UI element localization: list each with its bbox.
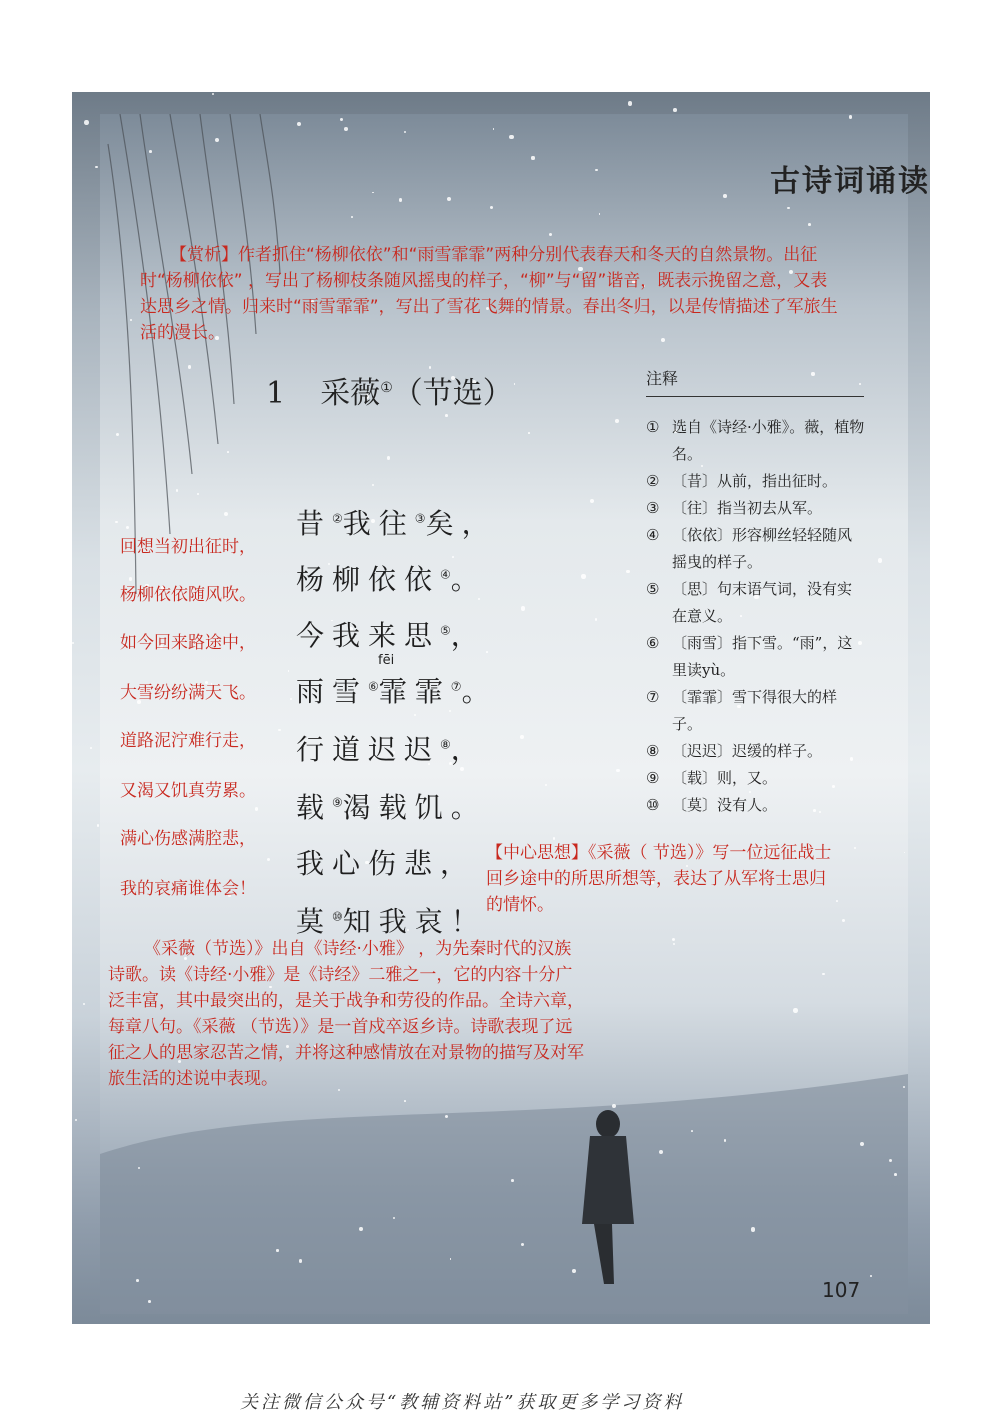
snowflake (808, 223, 811, 226)
snowflake (531, 156, 534, 159)
snowflake (95, 166, 97, 168)
poem-summary: 《采薇（节选）》出自《诗经·小雅》 ，为先秦时代的汉族诗歌。读《诗经·小雅》是《诗经》二雅之一，它的内容十分广泛丰富，其中最突出的，是关于战争和劳役的作品。全诗六章，每章八句。《采薇 （节选）》是一首戍卒返乡诗。诗歌表现了远征之人的思家忍苦之情，并将这种感情放在对景物的描写及对军旅生活的述说中表现。 (108, 939, 584, 1089)
snowflake (227, 451, 229, 453)
snowflake (215, 138, 219, 142)
note-mark: ④ (440, 567, 451, 582)
poem-text: 行道迟迟 (296, 733, 441, 766)
poem-text: 渴载饥。 (342, 791, 487, 824)
snowflake (176, 489, 178, 491)
snowflake (723, 194, 727, 198)
snowflake (449, 710, 451, 712)
snowflake (673, 108, 677, 112)
snowflake (478, 598, 480, 600)
snowflake (83, 1003, 85, 1005)
snowflake (849, 115, 852, 118)
poem-text: 。 (450, 563, 487, 596)
note-number: ④ (646, 526, 660, 544)
note-text: 〔雨雪〕指下雪。“雨”，这里读yù。 (672, 634, 853, 679)
note-mark: ⑥ (368, 679, 379, 694)
note-number: ① (646, 418, 660, 436)
note-text: 选自《诗经·小雅》。薇，植物名。 (672, 418, 865, 463)
snowflake (404, 131, 406, 133)
translation-line: 我的哀痛谁体会！ (120, 879, 256, 899)
snowflake (599, 213, 601, 215)
poem-line (296, 614, 487, 654)
snowflake (84, 120, 88, 124)
note-number: ⑧ (646, 742, 660, 760)
poem-subtitle: （节选） (392, 376, 513, 411)
snowflake (787, 207, 790, 210)
snowflake (399, 198, 402, 201)
snowflake (894, 1173, 897, 1176)
snowflake (136, 1279, 139, 1282)
snowflake (75, 1119, 77, 1121)
snowflake (793, 1008, 797, 1012)
poem-text: 杨柳依依 (296, 563, 441, 596)
poem-line (296, 900, 487, 940)
notes-list (646, 414, 866, 819)
translation-line: 又渴又饥真劳累。 (120, 781, 256, 801)
poem-text: 霏霏 (378, 675, 451, 708)
note-item (646, 468, 866, 495)
note-item (646, 684, 866, 738)
note-item (646, 522, 866, 576)
poem-text: 。 (461, 675, 498, 708)
central-idea-text: 《采薇（ 节选）》写一位远征战士回乡途中的所思所想等，表达了从军将士思归的情怀。 (486, 843, 832, 915)
poem-text: 我心伤悲， (296, 847, 477, 880)
snowflake (511, 1179, 514, 1182)
snowflake (572, 1269, 576, 1273)
poem-title-note-mark: ① (380, 380, 393, 396)
snowflake (521, 606, 525, 610)
translation-line: 回想当初出征时， (120, 537, 256, 557)
poem-line (296, 558, 487, 598)
page-number: 107 (822, 1278, 861, 1302)
poem-number: 1 (266, 376, 286, 411)
snowflake (297, 122, 301, 126)
note-mark: ② (332, 511, 343, 526)
note-number: ② (646, 472, 660, 490)
translation-line: 如今回来路途中， (120, 633, 256, 653)
poem-text: 矣， (425, 507, 498, 540)
snowflake (372, 484, 374, 486)
note-item (646, 576, 866, 630)
poem-heading (266, 368, 513, 412)
snowflake (149, 150, 152, 153)
central-idea-label: 【中心思想】 (486, 843, 588, 863)
translation-line: 满心伤感满腔悲， (120, 829, 256, 849)
note-item (646, 414, 866, 468)
poem-text: 雨雪 (296, 675, 369, 708)
note-item (646, 738, 866, 765)
note-mark: ⑩ (332, 909, 343, 924)
snowflake (724, 1139, 726, 1141)
note-text: 〔莫〕没有人。 (672, 796, 778, 814)
snowflake (549, 233, 552, 236)
translation-line: 道路泥泞难行走， (120, 731, 256, 751)
note-item (646, 792, 866, 819)
snowflake (595, 618, 597, 620)
snowflake (72, 642, 74, 644)
poem-text: 我往 (342, 507, 415, 540)
note-text: 〔往〕指当初去从军。 (672, 499, 823, 517)
snowflake (276, 1249, 278, 1251)
snowflake (811, 372, 814, 375)
snowflake (859, 383, 861, 385)
poem-text: ， (450, 733, 487, 766)
snowflake (595, 169, 597, 171)
appreciation-label: 【赏析】 (170, 245, 238, 265)
note-item (646, 495, 866, 522)
note-number: ⑨ (646, 769, 660, 787)
snowflake (224, 512, 228, 516)
notes-label: 注释 (646, 369, 679, 388)
snowflake (278, 729, 280, 731)
poem-title: 采薇 (320, 376, 381, 411)
poem-text: 昔 (296, 507, 333, 540)
snowflake (255, 807, 258, 810)
note-mark: ⑦ (450, 679, 462, 694)
snowflake (521, 1243, 524, 1246)
pinyin-annotation: fēi (378, 653, 395, 668)
snowflake (299, 1259, 303, 1263)
footer-note: 关注微信公众号“教辅资料站”获取更多学习资料 (240, 1392, 685, 1413)
snowflake (615, 419, 619, 423)
section-title: 古诗词诵读 (770, 164, 930, 199)
snowflake (870, 1275, 872, 1277)
poem-line (296, 842, 476, 882)
snowflake (626, 570, 629, 573)
snowflake (404, 1100, 406, 1102)
snowflake (212, 93, 214, 95)
note-mark: ③ (414, 511, 426, 526)
snowflake (628, 101, 632, 105)
note-number: ⑥ (646, 634, 660, 652)
poem-line (296, 502, 498, 542)
snowflake (445, 1115, 448, 1118)
central-idea (486, 840, 836, 918)
note-text: 〔迟迟〕迟缓的样子。 (672, 742, 823, 760)
translation-line: 杨柳依依随风吹。 (120, 585, 256, 605)
note-number: ⑩ (646, 796, 660, 814)
snowflake (351, 216, 353, 218)
poem-line (296, 728, 487, 768)
snowflake (290, 698, 292, 700)
note-mark: ⑨ (332, 795, 343, 810)
snowflake (581, 574, 585, 578)
snowflake (520, 735, 524, 739)
note-text: 〔载〕则，又。 (672, 769, 778, 787)
snowflake (344, 127, 348, 131)
translation-line: 大雪纷纷满天飞。 (120, 683, 256, 703)
snowflake (359, 1227, 363, 1231)
snowflake (509, 135, 513, 139)
snowflake (751, 1227, 755, 1231)
snowflake (188, 365, 191, 368)
note-item (646, 765, 866, 792)
note-number: ⑦ (646, 688, 660, 706)
notes-divider (646, 396, 864, 397)
snowflake (836, 900, 838, 902)
note-text: 〔昔〕从前，指出征时。 (672, 472, 838, 490)
poem-line (296, 670, 498, 710)
poem-text: 莫 (296, 905, 333, 938)
note-number: ⑤ (646, 580, 660, 598)
note-mark: ⑤ (440, 623, 451, 638)
snowflake (528, 432, 530, 434)
note-mark: ⑧ (440, 737, 451, 752)
snowflake (878, 558, 882, 562)
note-text: 〔依依〕形容柳丝轻轻随风摇曳的样子。 (672, 526, 853, 571)
snowflake (90, 747, 92, 749)
appreciation-text: 作者抓住“杨柳依依”和“雨雪霏霏”两种分别代表春天和冬天的自然景物。出征时“杨柳依依” ，写出了杨柳枝条随风摇曳的样子，“柳”与“留”谐音，既表示挽留之意，又表达思乡之情。归来时“雨雪霏霏”，写出了雪花飞舞的情景。春出冬归，以是传情描述了军旅生活的漫长。 (140, 245, 838, 343)
note-text: 〔思〕句末语气词，没有实在意义。 (672, 580, 853, 625)
poem-text: ， (450, 619, 487, 652)
note-number: ③ (646, 499, 660, 517)
note-item (646, 630, 866, 684)
appreciation-paragraph (140, 242, 840, 346)
snowflake (130, 319, 132, 321)
poem-text: 载 (296, 791, 333, 824)
note-text: 〔霏霏〕雪下得很大的样子。 (672, 688, 838, 733)
poem-text: 今我来思 (296, 619, 441, 652)
snowflake (490, 206, 493, 209)
poem-line (296, 786, 487, 826)
poem-text: 知我哀！ (342, 905, 487, 938)
